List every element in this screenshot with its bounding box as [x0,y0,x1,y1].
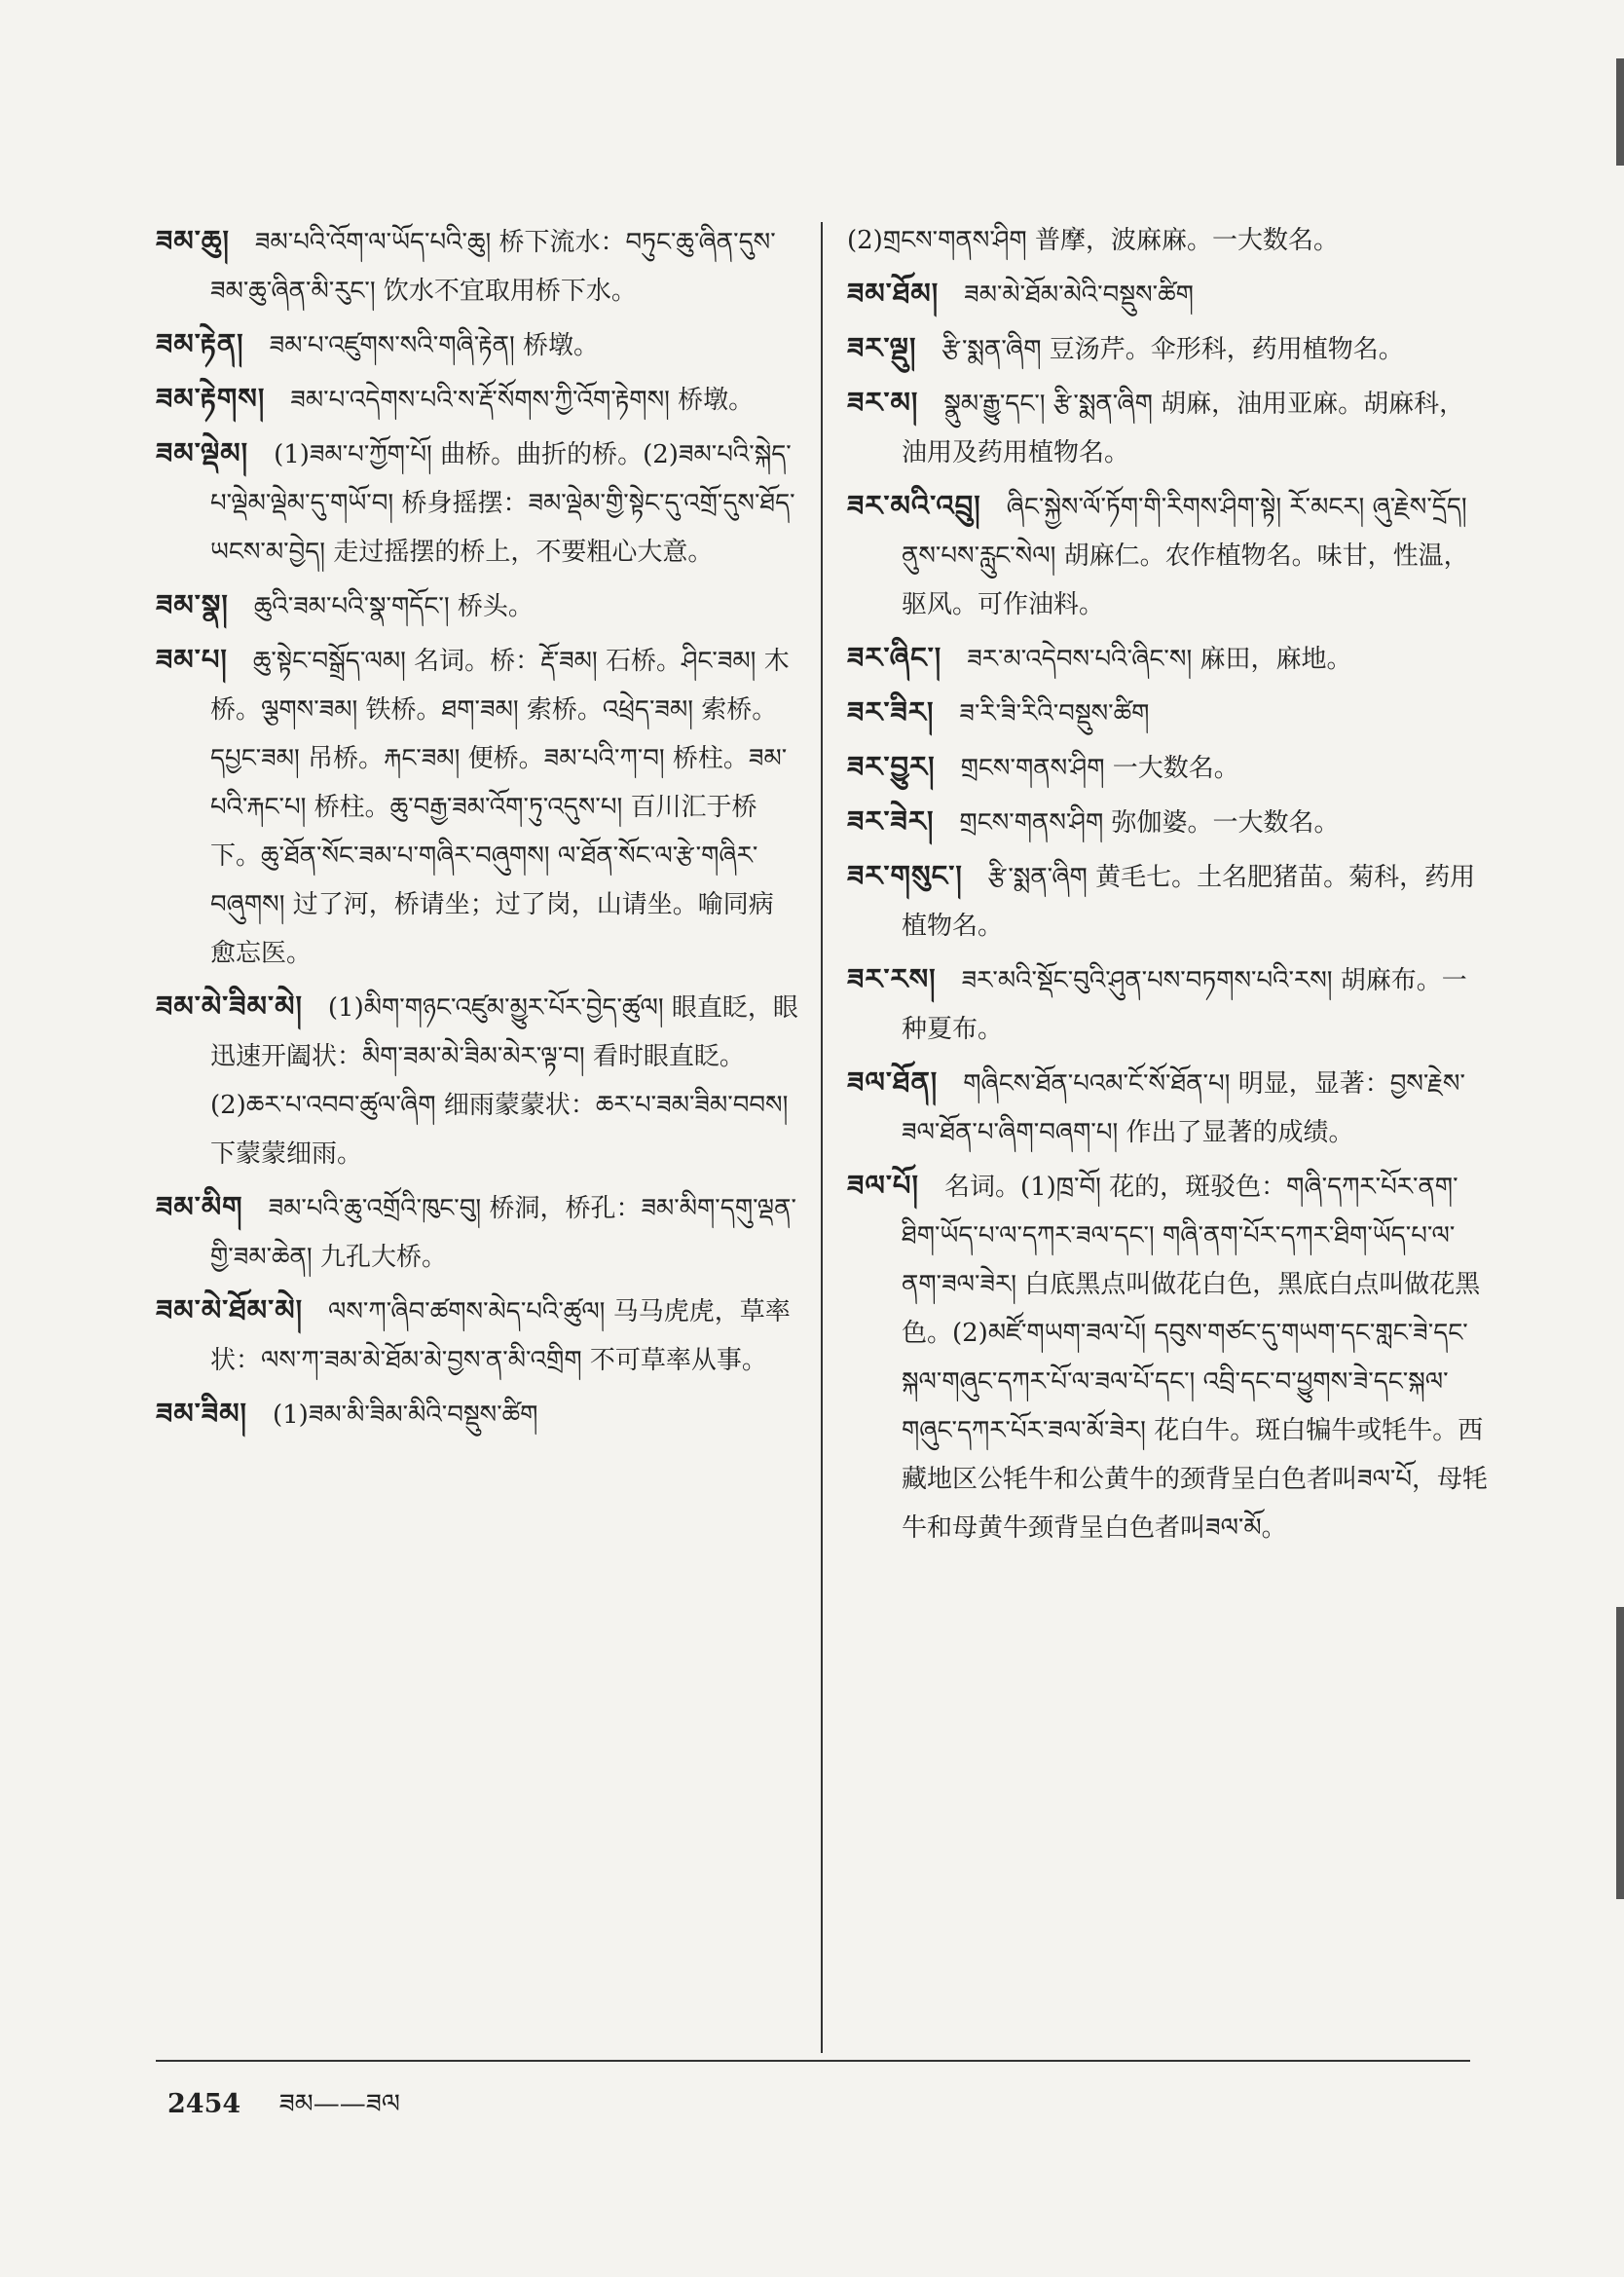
entry-headword: ཟར་ལྡུ། [847,331,917,364]
entry-definition: ཆུ་སྟེང་བསྒྲོད་ལམ། 名词。桥：རྡོ་ཟམ། 石桥。ཤིང་ཟམ། 木桥。ལྕགས་ཟམ། 铁桥。ཐག་ཟམ། 索桥。འཕྲེད་ཟམ། 索桥。དཔྱང་ཟམ། 吊桥。རྐང་ཟམ། 便桥。ཟམ་པའི་ཀ་བ། 桥柱。ཟམ་པའི་རྐང་པ། 桥柱。ཆུ་བརྒྱ་ཟམ་འོག་ཏུ་འདུས་པ། 百川汇于桥下。ཆུ་ཐོན་སོང་ཟམ་པ་གཞིར་བཞུགས། ལ་ཐོན་སོང་ལ་རྩེ་གཞིར་བཞུགས། 过了河，桥请坐；过了岗，山请坐。喻同病愈忘医。 [210,647,790,968]
entry-headword: ཟམ་རྟེན། [156,327,244,360]
page-range: ཟམ——ཟལ [278,2089,400,2119]
entry-headword: ཟམ་ཟིམ། [156,1397,247,1430]
page-number: 2454 [167,2089,241,2119]
entry-headword: ཟར་གསུང་། [847,859,963,892]
dictionary-entry [847,688,1490,738]
entry-headword: ཟམ་པ། [156,643,228,676]
dictionary-entry [156,635,798,978]
entry-definition: སྣུམ་རྒྱུ་དང་། རྩི་སྨན་ཞིག 胡麻，油用亚麻。胡麻科，油用及药用植物名。 [902,390,1465,467]
dictionary-entry [847,633,1490,684]
entry-headword: ཟར་མའི་འབྲུ། [847,489,981,522]
dictionary-entry [847,797,1490,847]
dictionary-entry [156,982,798,1178]
entry-headword: ཟམ་སྣ། [156,588,229,621]
dictionary-entry [156,1182,798,1282]
dictionary-entry [847,954,1490,1054]
dictionary-entry [156,319,798,370]
entry-headword: ཟམ་ཆུ། [156,224,230,257]
dictionary-entry [847,851,1490,951]
entry-headword: ཟམ་ལྡེམ། [156,436,249,469]
entry-headword: ཟལ་པོ། [847,1169,919,1202]
entry-definition: (1)ཟམ་མི་ཟིམ་མིའི་བསྡུས་ཚིག [273,1400,538,1430]
dictionary-entry [847,742,1490,793]
entry-definition: གྲངས་གནས་ཤིག 一大数名。 [960,754,1239,783]
dictionary-entry [156,1389,798,1439]
entry-definition: ཟ་རི་ཟི་རིའི་བསྡུས་ཚིག [959,699,1150,728]
entry-definition: ཟམ་པའི་འོག་ལ་ཡོད་པའི་ཆུ། 桥下流水：བཏུང་ཆུ་ཞིན་དུས་ཟམ་ཆུ་ཞིན་མི་རུང་། 饮水不宜取用桥下水。 [210,228,776,306]
dictionary-entry [847,323,1490,374]
dictionary-entry [156,374,798,425]
dictionary-entry [847,269,1490,319]
entry-headword: ཟམ་མེ་ཟིམ་མེ། [156,989,303,1023]
dictionary-entry [156,1286,798,1385]
entry-definition: (1)ཟམ་པ་ཀྱོག་པོ། 曲桥。曲折的桥。(2)ཟམ་པའི་སྐེད་པ་ལྡེམ་ལྡེམ་དུ་གཡོ་བ། 桥身摇摆：ཟམ་ལྡེམ་གྱི་སྟེང་དུ་འགྲོ་དུས་ཐོད་ཡངས་མ་བྱེད། 走过摇摆的桥上，不要粗心大意。 [210,440,795,567]
entry-headword: ཟར་བྱུར། [847,750,936,783]
entry-definition: གཞིངས་ཐོན་པའམ་ངོ་སོ་ཐོན་པ། 明显，显著：བྱས་རྗེས་ཟལ་ཐོན་པ་ཞིག་བཞག་པ། 作出了显著的成绩。 [902,1069,1465,1147]
dictionary-entry [847,1058,1490,1157]
dictionary-entry [156,429,798,577]
column-divider [821,222,823,2053]
entry-definition: ཟམ་པ་འཛུགས་སའི་གཞི་རྟེན། 桥墩。 [269,331,600,360]
scan-edge-mark [1616,58,1624,166]
page-footer [167,2074,400,2148]
entry-definition: (2)གྲངས་གནས་ཤིག 普摩，波麻麻。一大数名。 [847,226,1339,255]
entry-headword: ཟར་ཟིར། [847,695,935,728]
dictionary-entry [847,481,1490,629]
entry-definition: 名词。(1)ཁྲ་བོ། 花的，斑驳色：གཞི་དཀར་པོར་ནག་ཐིག་ཡོད་པ་ལ་དཀར་ཟལ་དང་། གཞི་ནག་པོར་དཀར་ཐིག་ཡོད་པ་ལ་ནག་ཟལ་ཟེར། 白底黑点叫做花白色，黑底白点叫做花黑色。(2)མཛོ་གཡག་ཟལ་པོ། དབུས་གཙང་དུ་གཡག་དང་གླང་ཟེ་དང་སྐལ་གཞུང་དཀར་པོ་ལ་ཟལ་པོ་དང་། འབྲི་དང་བ་ཕྱུགས་ཟེ་དང་སྐལ་གཞུང་དཀར་པོར་ཟལ་མོ་ཟེར། 花白牛。斑白犏牛或牦牛。西藏地区公牦牛和公黄牛的颈背呈白色者叫ཟལ་པོ，母牦牛和母黄牛颈背呈白色者叫ཟལ་མོ。 [902,1173,1489,1543]
entry-headword: ཟམ་མིག [156,1190,243,1223]
scan-edge-mark [1616,1607,1624,1899]
entry-definition: ཟམ་པའི་ཆུ་འགྲོའི་ཁུང་བུ། 桥洞，桥孔：ཟམ་མིག་དགུ་ལྡན་གྱི་ཟམ་ཆེན། 九孔大桥。 [210,1194,796,1272]
footer-rule [156,2060,1470,2062]
dictionary-entry [847,378,1490,477]
entry-definition: ཞིང་སྐྱེས་ལོ་ཏོག་གི་རིགས་ཤིག་སྟེ། རོ་མངར། ཞུ་རྗེས་དྲོད། ནུས་པས་རླུང་སེལ། 胡麻仁。农作植物名。味甘，性温，驱风。可作油料。 [902,493,1469,619]
left-column [156,216,798,1443]
entry-headword: ཟར་ཟེར། [847,804,935,838]
entry-definition: ཟམ་པ་འདེགས་པའི་ས་རྡོ་སོགས་ཀྱི་འོག་རྟེགས། 桥墩。 [290,386,755,415]
entry-definition: རྩི་སྨན་ཞིག 黄毛七。土名肥猪苗。菊科，药用植物名。 [902,863,1476,941]
entry-definition: ལས་ཀ་ཞིབ་ཚགས་མེད་པའི་ཚུལ། 马马虎虎，草率状：ལས་ཀ་ཟམ་མེ་ཐོམ་མེ་བྱས་ན་མི་འགྲིག 不可草率从事。 [210,1297,791,1375]
entry-headword: ཟར་མ། [847,386,919,419]
dictionary-entry [847,216,1490,265]
entry-headword: ཟམ་མེ་ཐོམ་མེ། [156,1293,304,1326]
right-column [847,216,1490,1556]
entry-definition: ཟར་མའི་སྡོང་བུའི་ཤུན་པས་བཏགས་པའི་རས། 胡麻布。一种夏布。 [902,966,1467,1044]
entry-definition: གྲངས་གནས་ཤིག 弥伽婆。一大数名。 [959,808,1340,838]
entry-headword: ཟལ་ཐོན། [847,1065,939,1099]
entry-definition: ཟམ་མེ་ཐོམ་མེའི་བསྡུས་ཚིག [964,280,1194,310]
entry-definition: (1)མིག་གཉང་འཛུམ་མྱུར་པོར་བྱེད་ཚུལ། 眼直眨，眼迅速开阖状：མིག་ཟམ་མེ་ཟིམ་མེར་ལྟ་བ། 看时眼直眨。(2)ཆར་པ་འབབ་ཚུལ་ཞིག 细雨蒙蒙状：ཆར་པ་ཟམ་ཟིམ་བབས། 下蒙蒙细雨。 [210,993,798,1169]
entry-headword: ཟམ་ཐོམ། [847,277,940,310]
entry-definition: ཆུའི་ཟམ་པའི་སྣ་གདོང་། 桥头。 [253,592,534,621]
entry-definition: ཟར་མ་འདེབས་པའི་ཞིང་ས། 麻田，麻地。 [967,645,1352,674]
entry-headword: ཟམ་རྟེགས། [156,382,266,415]
entry-definition: རྩི་སྨན་ཞིག 豆汤芹。伞形科，药用植物名。 [941,335,1404,364]
dictionary-entry [156,216,798,316]
dictionary-entry [156,580,798,631]
dictionary-entry [847,1161,1490,1552]
entry-headword: ཟར་རས། [847,962,937,995]
entry-headword: ཟར་ཞིང་། [847,641,942,674]
